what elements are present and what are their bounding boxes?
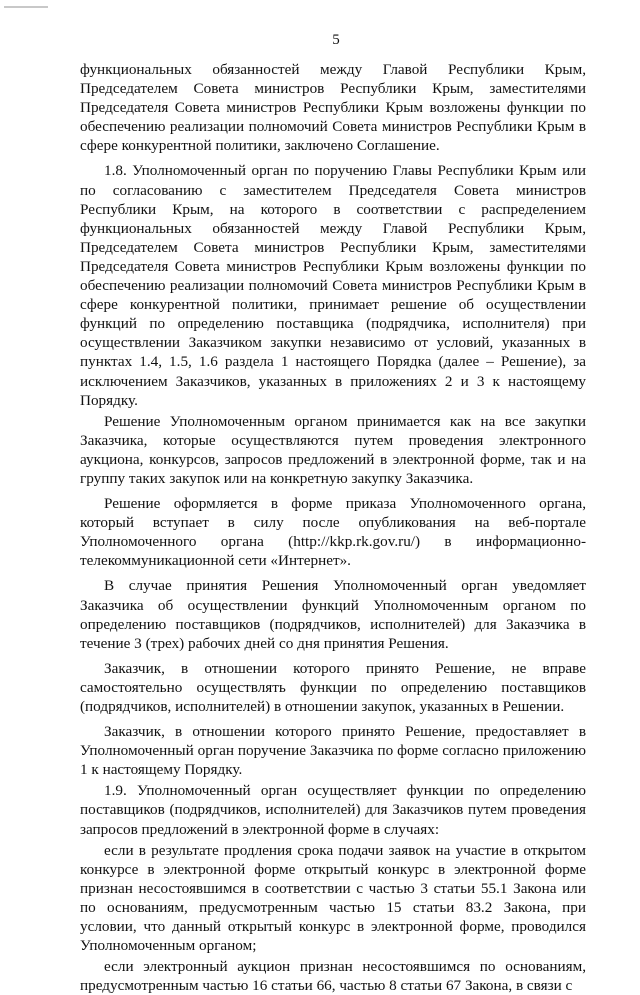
paragraph-decision-scope: Решение Уполномоченным органом принимается как на все закупки Заказчика, которые осуществляются путем проведения электронного аукциона, конкурсов, запросов предложений в электронной форме, так и на группу таких закупок или на конкретную закупку Заказчика.	[80, 412, 586, 487]
scan-corner-mark	[4, 6, 48, 8]
paragraph-case-auction: если электронный аукцион признан несостоявшимся по основаниям, предусмотренным частью 16 статьи 66, частью 8 статьи 67 Закона, в связи с	[80, 958, 586, 995]
document-body	[80, 60, 586, 995]
paragraph-decision-form: Решение оформляется в форме приказа Уполномоченного органа, который вступает в силу после опубликования на веб-портале Уполномоченного органа (http://kkp.rk.gov.ru/) в информационно-телекоммуникационной сети «Интернет».	[80, 495, 586, 570]
paragraph-customer-restriction: Заказчик, в отношении которого принято Решение, не вправе самостоятельно осуществлять функции по определению поставщиков (подрядчиков, исполнителей) в отношении закупок, указанных в Решении.	[80, 659, 586, 715]
paragraph-notification: В случае принятия Решения Уполномоченный орган уведомляет Заказчика об осуществлении функций Уполномоченным органом по определению поставщиков (подрядчиков, исполнителей) для Заказчика в течение 3 (трех) рабочих дней со дня принятия Решения.	[80, 577, 586, 652]
paragraph-1-9: 1.9. Уполномоченный орган осуществляет функции по определению поставщиков (подрядчиков, исполнителей) для Заказчиков путем проведения запросов предложений в электронной форме в случаях:	[80, 782, 586, 838]
paragraph-customer-order: Заказчик, в отношении которого принято Решение, предоставляет в Уполномоченный орган поручение Заказчика по форме согласно приложению 1 к настоящему Порядку.	[80, 723, 586, 779]
paragraph-1-8: 1.8. Уполномоченный орган по поручению Главы Республики Крым или по согласованию с заместителем Председателя Совета министров Республики Крым, на которого в соответствии с распределением функциональных обязанностей между Главой Республики Крым, Председателем Совета министров Республики Крым, заместителями Председателя Совета министров Республики Крым возложены функции по обеспечению реализации полномочий Совета министров Республики Крым в сфере конкурентной политики, принимает решение об осуществлении функций по определению поставщика (подрядчика, исполнителя) при осуществлении Заказчиком закупки независимо от условий, указанных в пунктах 1.4, 1.5, 1.6 раздела 1 настоящего Порядка (далее – Решение), за исключением Заказчиков, указанных в приложениях 2 и 3 к настоящему Порядку.	[80, 162, 586, 409]
paragraph-case-open-tender: если в результате продления срока подачи заявок на участие в открытом конкурсе в электронной форме открытый конкурс в электронной форме признан несостоявшимся в соответствии с частью 3 статьи 55.1 Закона или по основаниям, предусмотренным частью 15 статьи 83.2 Закона, при условии, что данный открытый конкурс в электронной форме, проводился Уполномоченным органом;	[80, 841, 586, 955]
paragraph-continuation: функциональных обязанностей между Главой Республики Крым, Председателем Совета министров Республики Крым, заместителями Председателя Совета министров Республики Крым возложены функции по обеспечению реализации полномочий Совета министров Республики Крым в сфере конкурентной политики, заключено Соглашение.	[80, 61, 586, 155]
page-number: 5	[332, 32, 340, 48]
